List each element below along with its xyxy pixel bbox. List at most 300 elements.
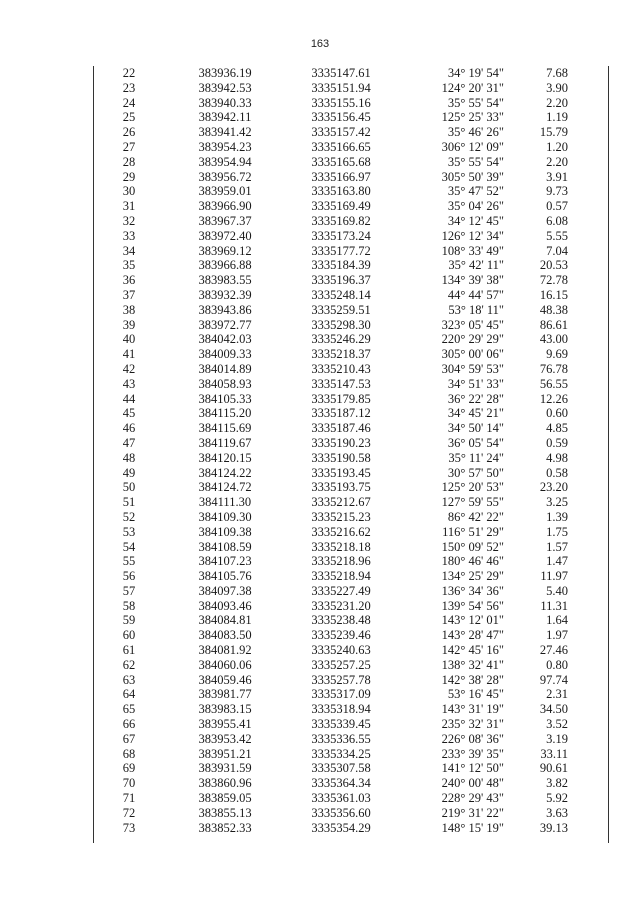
table-row [94, 687, 608, 702]
x-coordinate-cell: 384107.23 [198, 554, 252, 569]
distance-cell: 1.47 [546, 554, 568, 569]
table-row [94, 377, 608, 392]
bearing-angle-cell: 142° 38' 28" [441, 672, 504, 687]
bearing-angle-cell: 219° 31' 22" [441, 805, 504, 820]
y-coordinate-cell: 3335190.58 [311, 450, 371, 465]
table-row [94, 510, 608, 525]
point-number-cell: 34 [122, 243, 136, 258]
table-row [94, 140, 608, 155]
distance-cell: 34.50 [539, 702, 568, 717]
x-coordinate-cell: 384109.38 [198, 524, 252, 539]
bearing-angle-cell: 180° 46' 46" [441, 554, 504, 569]
x-coordinate-cell: 383931.59 [198, 761, 252, 776]
x-coordinate-cell: 384105.33 [198, 391, 252, 406]
point-number-cell: 60 [122, 628, 136, 643]
x-coordinate-cell: 383972.40 [198, 228, 252, 243]
x-coordinate-cell: 383953.42 [198, 731, 252, 746]
bearing-angle-cell: 136° 34' 36" [441, 583, 504, 598]
point-number-cell: 50 [122, 480, 136, 495]
distance-cell: 39.13 [539, 820, 568, 835]
bearing-angle-cell: 30° 57' 50" [447, 465, 504, 480]
y-coordinate-cell: 3335147.53 [311, 376, 371, 391]
x-coordinate-cell: 383936.19 [198, 66, 252, 80]
point-number-cell: 61 [122, 643, 136, 658]
x-coordinate-cell: 383959.01 [198, 184, 252, 199]
distance-cell: 3.90 [546, 80, 568, 95]
bearing-angle-cell: 35° 55' 54" [447, 154, 504, 169]
distance-cell: 9.69 [546, 347, 568, 362]
point-number-cell: 52 [122, 509, 136, 524]
table-row [94, 288, 608, 303]
bearing-angle-cell: 34° 50' 14" [447, 421, 504, 436]
bearing-angle-cell: 233° 39' 35" [441, 746, 504, 761]
point-number-cell: 45 [122, 406, 136, 421]
point-number-cell: 54 [122, 539, 136, 554]
bearing-angle-cell: 142° 45' 16" [441, 643, 504, 658]
distance-cell: 1.20 [546, 139, 568, 154]
y-coordinate-cell: 3335193.45 [311, 465, 371, 480]
bearing-angle-cell: 220° 29' 29" [441, 332, 504, 347]
bearing-angle-cell: 86° 42' 22" [447, 509, 504, 524]
point-number-cell: 47 [122, 435, 136, 450]
point-number-cell: 23 [122, 80, 136, 95]
table-row [94, 110, 608, 125]
x-coordinate-cell: 384124.72 [198, 480, 252, 495]
x-coordinate-cell: 383954.23 [198, 139, 252, 154]
table-row [94, 525, 608, 540]
x-coordinate-cell: 383983.15 [198, 702, 252, 717]
y-coordinate-cell: 3335354.29 [311, 820, 371, 835]
bearing-angle-cell: 148° 15' 19" [441, 820, 504, 835]
y-coordinate-cell: 3335246.29 [311, 332, 371, 347]
x-coordinate-cell: 383942.53 [198, 80, 252, 95]
y-coordinate-cell: 3335318.94 [311, 702, 371, 717]
distance-cell: 23.20 [539, 480, 568, 495]
y-coordinate-cell: 3335231.20 [311, 598, 371, 613]
point-number-cell: 46 [122, 421, 136, 436]
point-number-cell: 32 [122, 213, 136, 228]
point-number-cell: 29 [122, 169, 136, 184]
x-coordinate-cell: 383972.77 [198, 317, 252, 332]
table-row [94, 599, 608, 614]
point-number-cell: 27 [122, 139, 136, 154]
point-number-cell: 28 [122, 154, 136, 169]
x-coordinate-cell: 383852.33 [198, 820, 252, 835]
point-number-cell: 42 [122, 361, 136, 376]
x-coordinate-cell: 384081.92 [198, 643, 252, 658]
table-body [94, 66, 608, 835]
y-coordinate-cell: 3335216.62 [311, 524, 371, 539]
distance-cell: 3.25 [546, 495, 568, 510]
point-number-cell: 70 [122, 776, 136, 791]
point-number-cell: 57 [122, 583, 136, 598]
x-coordinate-cell: 383943.86 [198, 302, 252, 317]
y-coordinate-cell: 3335187.46 [311, 421, 371, 436]
point-number-cell: 48 [122, 450, 136, 465]
y-coordinate-cell: 3335147.61 [311, 66, 371, 80]
bearing-angle-cell: 126° 12' 34" [441, 228, 504, 243]
x-coordinate-cell: 384119.67 [198, 435, 252, 450]
y-coordinate-cell: 3335193.75 [311, 480, 371, 495]
bearing-angle-cell: 134° 25' 29" [441, 569, 504, 584]
x-coordinate-cell: 384058.93 [198, 376, 252, 391]
y-coordinate-cell: 3335156.45 [311, 110, 371, 125]
bearing-angle-cell: 35° 11' 24" [448, 450, 504, 465]
distance-cell: 3.82 [546, 776, 568, 791]
table-row [94, 392, 608, 407]
y-coordinate-cell: 3335298.30 [311, 317, 371, 332]
point-number-cell: 73 [122, 820, 136, 835]
point-number-cell: 66 [122, 717, 136, 732]
point-number-cell: 69 [122, 761, 136, 776]
table-row [94, 495, 608, 510]
bearing-angle-cell: 139° 54' 56" [441, 598, 504, 613]
point-number-cell: 65 [122, 702, 136, 717]
y-coordinate-cell: 3335361.03 [311, 791, 371, 806]
x-coordinate-cell: 383955.41 [198, 717, 252, 732]
point-number-cell: 51 [122, 495, 136, 510]
distance-cell: 0.57 [546, 199, 568, 214]
point-number-cell: 30 [122, 184, 136, 199]
table-row [94, 569, 608, 584]
y-coordinate-cell: 3335169.49 [311, 199, 371, 214]
x-coordinate-cell: 384060.06 [198, 657, 252, 672]
point-number-cell: 31 [122, 199, 136, 214]
distance-cell: 1.19 [546, 110, 568, 125]
bearing-angle-cell: 305° 00' 06" [441, 347, 504, 362]
point-number-cell: 53 [122, 524, 136, 539]
y-coordinate-cell: 3335238.48 [311, 613, 371, 628]
point-number-cell: 40 [122, 332, 136, 347]
x-coordinate-cell: 384115.20 [198, 406, 252, 421]
y-coordinate-cell: 3335227.49 [311, 583, 371, 598]
table-row [94, 96, 608, 111]
coordinates-table [94, 66, 608, 835]
bearing-angle-cell: 228° 29' 43" [441, 791, 504, 806]
point-number-cell: 68 [122, 746, 136, 761]
x-coordinate-cell: 383860.96 [198, 776, 252, 791]
distance-cell: 7.68 [546, 66, 568, 80]
table-row [94, 761, 608, 776]
point-number-cell: 62 [122, 657, 136, 672]
y-coordinate-cell: 3335212.67 [311, 495, 371, 510]
x-coordinate-cell: 383981.77 [198, 687, 252, 702]
table-row [94, 658, 608, 673]
point-number-cell: 26 [122, 125, 136, 140]
point-number-cell: 37 [122, 287, 136, 302]
table-row [94, 347, 608, 362]
point-number-cell: 35 [122, 258, 136, 273]
y-coordinate-cell: 3335190.23 [311, 435, 371, 450]
x-coordinate-cell: 384084.81 [198, 613, 252, 628]
x-coordinate-cell: 383967.37 [198, 213, 252, 228]
y-coordinate-cell: 3335169.82 [311, 213, 371, 228]
distance-cell: 2.20 [546, 154, 568, 169]
bearing-angle-cell: 124° 20' 31" [441, 80, 504, 95]
table-row [94, 466, 608, 481]
point-number-cell: 38 [122, 302, 136, 317]
y-coordinate-cell: 3335215.23 [311, 509, 371, 524]
point-number-cell: 49 [122, 465, 136, 480]
point-number-cell: 43 [122, 376, 136, 391]
table-row [94, 229, 608, 244]
y-coordinate-cell: 3335259.51 [311, 302, 371, 317]
y-coordinate-cell: 3335155.16 [311, 95, 371, 110]
y-coordinate-cell: 3335307.58 [311, 761, 371, 776]
distance-cell: 4.85 [546, 421, 568, 436]
x-coordinate-cell: 384009.33 [198, 347, 252, 362]
bearing-angle-cell: 306° 12' 09" [441, 139, 504, 154]
y-coordinate-cell: 3335187.12 [311, 406, 371, 421]
distance-cell: 90.61 [539, 761, 568, 776]
distance-cell: 16.15 [539, 287, 568, 302]
x-coordinate-cell: 384093.46 [198, 598, 252, 613]
distance-cell: 27.46 [539, 643, 568, 658]
distance-cell: 11.31 [540, 598, 568, 613]
y-coordinate-cell: 3335334.25 [311, 746, 371, 761]
x-coordinate-cell: 384083.50 [198, 628, 252, 643]
distance-cell: 4.98 [546, 450, 568, 465]
bearing-angle-cell: 141° 12' 50" [441, 761, 504, 776]
point-number-cell: 24 [122, 95, 136, 110]
table-row [94, 199, 608, 214]
point-number-cell: 72 [122, 805, 136, 820]
bearing-angle-cell: 35° 55' 54" [447, 95, 504, 110]
distance-cell: 1.75 [546, 524, 568, 539]
y-coordinate-cell: 3335163.80 [311, 184, 371, 199]
y-coordinate-cell: 3335196.37 [311, 273, 371, 288]
table-row [94, 480, 608, 495]
distance-cell: 86.61 [539, 317, 568, 332]
point-number-cell: 58 [122, 598, 136, 613]
x-coordinate-cell: 384124.22 [198, 465, 252, 480]
point-number-cell: 59 [122, 613, 136, 628]
point-number-cell: 33 [122, 228, 136, 243]
table-row [94, 214, 608, 229]
y-coordinate-cell: 3335257.25 [311, 657, 371, 672]
y-coordinate-cell: 3335157.42 [311, 125, 371, 140]
table-row [94, 776, 608, 791]
bearing-angle-cell: 235° 32' 31" [441, 717, 504, 732]
point-number-cell: 41 [122, 347, 136, 362]
point-number-cell: 25 [122, 110, 136, 125]
distance-cell: 5.55 [546, 228, 568, 243]
table-row [94, 554, 608, 569]
table-row [94, 318, 608, 333]
bearing-angle-cell: 323° 05' 45" [441, 317, 504, 332]
y-coordinate-cell: 3335166.65 [311, 139, 371, 154]
table-row [94, 244, 608, 259]
distance-cell: 12.26 [539, 391, 568, 406]
y-coordinate-cell: 3335179.85 [311, 391, 371, 406]
table-row [94, 747, 608, 762]
bearing-angle-cell: 134° 39' 38" [441, 273, 504, 288]
bearing-angle-cell: 127° 59' 55" [441, 495, 504, 510]
distance-cell: 1.64 [546, 613, 568, 628]
x-coordinate-cell: 383956.72 [198, 169, 252, 184]
x-coordinate-cell: 383855.13 [198, 805, 252, 820]
distance-cell: 20.53 [539, 258, 568, 273]
distance-cell: 3.91 [546, 169, 568, 184]
distance-cell: 5.92 [546, 791, 568, 806]
bearing-angle-cell: 53° 18' 11" [448, 302, 504, 317]
distance-cell: 11.97 [540, 569, 568, 584]
bearing-angle-cell: 35° 47' 52" [447, 184, 504, 199]
x-coordinate-cell: 383940.33 [198, 95, 252, 110]
distance-cell: 1.57 [546, 539, 568, 554]
y-coordinate-cell: 3335257.78 [311, 672, 371, 687]
distance-cell: 1.39 [546, 509, 568, 524]
point-number-cell: 44 [122, 391, 136, 406]
distance-cell: 3.52 [546, 717, 568, 732]
distance-cell: 0.80 [546, 657, 568, 672]
table-row [94, 791, 608, 806]
distance-cell: 2.20 [546, 95, 568, 110]
x-coordinate-cell: 384108.59 [198, 539, 252, 554]
x-coordinate-cell: 383969.12 [198, 243, 252, 258]
y-coordinate-cell: 3335218.96 [311, 554, 371, 569]
table-row [94, 155, 608, 170]
distance-cell: 2.31 [546, 687, 568, 702]
x-coordinate-cell: 384097.38 [198, 583, 252, 598]
bearing-angle-cell: 143° 28' 47" [441, 628, 504, 643]
bearing-angle-cell: 240° 00' 48" [441, 776, 504, 791]
table-row [94, 673, 608, 688]
y-coordinate-cell: 3335248.14 [311, 287, 371, 302]
y-coordinate-cell: 3335210.43 [311, 361, 371, 376]
x-coordinate-cell: 384109.30 [198, 509, 252, 524]
point-number-cell: 36 [122, 273, 136, 288]
y-coordinate-cell: 3335218.37 [311, 347, 371, 362]
table-row [94, 258, 608, 273]
bearing-angle-cell: 116° 51' 29" [442, 524, 504, 539]
table-row [94, 628, 608, 643]
y-coordinate-cell: 3335166.97 [311, 169, 371, 184]
x-coordinate-cell: 383941.42 [198, 125, 252, 140]
point-number-cell: 22 [122, 66, 136, 80]
distance-cell: 9.73 [546, 184, 568, 199]
x-coordinate-cell: 383932.39 [198, 287, 252, 302]
table-row [94, 540, 608, 555]
table-row [94, 436, 608, 451]
distance-cell: 15.79 [539, 125, 568, 140]
y-coordinate-cell: 3335218.18 [311, 539, 371, 554]
y-coordinate-cell: 3335356.60 [311, 805, 371, 820]
distance-cell: 5.40 [546, 583, 568, 598]
y-coordinate-cell: 3335239.46 [311, 628, 371, 643]
table-row [94, 125, 608, 140]
bearing-angle-cell: 34° 19' 54" [447, 66, 504, 80]
bearing-angle-cell: 53° 16' 45" [447, 687, 504, 702]
bearing-angle-cell: 150° 09' 52" [441, 539, 504, 554]
bearing-angle-cell: 143° 12' 01" [441, 613, 504, 628]
table-row [94, 66, 608, 81]
bearing-angle-cell: 138° 32' 41" [441, 657, 504, 672]
point-number-cell: 64 [122, 687, 136, 702]
table-row [94, 702, 608, 717]
x-coordinate-cell: 384120.15 [198, 450, 252, 465]
x-coordinate-cell: 384059.46 [198, 672, 252, 687]
table-row [94, 406, 608, 421]
coordinates-table-frame [93, 66, 609, 843]
distance-cell: 3.19 [546, 731, 568, 746]
x-coordinate-cell: 383983.55 [198, 273, 252, 288]
x-coordinate-cell: 384042.03 [198, 332, 252, 347]
point-number-cell: 55 [122, 554, 136, 569]
page-number: 163 [310, 38, 330, 50]
distance-cell: 72.78 [539, 273, 568, 288]
x-coordinate-cell: 384105.76 [198, 569, 252, 584]
y-coordinate-cell: 3335173.24 [311, 228, 371, 243]
y-coordinate-cell: 3335177.72 [311, 243, 371, 258]
table-row [94, 643, 608, 658]
x-coordinate-cell: 383942.11 [198, 110, 252, 125]
bearing-angle-cell: 125° 25' 33" [441, 110, 504, 125]
y-coordinate-cell: 3335317.09 [311, 687, 371, 702]
distance-cell: 0.58 [546, 465, 568, 480]
table-row [94, 451, 608, 466]
x-coordinate-cell: 384115.69 [198, 421, 252, 436]
distance-cell: 0.60 [546, 406, 568, 421]
y-coordinate-cell: 3335218.94 [311, 569, 371, 584]
table-row [94, 717, 608, 732]
distance-cell: 97.74 [539, 672, 568, 687]
bearing-angle-cell: 35° 46' 26" [447, 125, 504, 140]
y-coordinate-cell: 3335240.63 [311, 643, 371, 658]
table-row [94, 303, 608, 318]
bearing-angle-cell: 44° 44' 57" [447, 287, 504, 302]
y-coordinate-cell: 3335184.39 [311, 258, 371, 273]
table-row [94, 806, 608, 821]
distance-cell: 3.63 [546, 805, 568, 820]
distance-cell: 7.04 [546, 243, 568, 258]
bearing-angle-cell: 108° 33' 49" [441, 243, 504, 258]
bearing-angle-cell: 305° 50' 39" [441, 169, 504, 184]
bearing-angle-cell: 34° 12' 45" [447, 213, 504, 228]
table-row [94, 184, 608, 199]
y-coordinate-cell: 3335336.55 [311, 731, 371, 746]
table-row [94, 170, 608, 185]
y-coordinate-cell: 3335165.68 [311, 154, 371, 169]
table-row [94, 332, 608, 347]
bearing-angle-cell: 35° 42' 11" [448, 258, 504, 273]
table-row [94, 421, 608, 436]
y-coordinate-cell: 3335339.45 [311, 717, 371, 732]
distance-cell: 1.97 [546, 628, 568, 643]
point-number-cell: 56 [122, 569, 136, 584]
distance-cell: 76.78 [539, 361, 568, 376]
table-row [94, 81, 608, 96]
x-coordinate-cell: 383951.21 [198, 746, 252, 761]
distance-cell: 0.59 [546, 435, 568, 450]
distance-cell: 56.55 [539, 376, 568, 391]
distance-cell: 6.08 [546, 213, 568, 228]
point-number-cell: 67 [122, 731, 136, 746]
bearing-angle-cell: 125° 20' 53" [441, 480, 504, 495]
bearing-angle-cell: 34° 51' 33" [447, 376, 504, 391]
point-number-cell: 71 [122, 791, 136, 806]
distance-cell: 33.11 [540, 746, 568, 761]
table-row [94, 821, 608, 836]
y-coordinate-cell: 3335364.34 [311, 776, 371, 791]
distance-cell: 48.38 [539, 302, 568, 317]
table-row [94, 613, 608, 628]
x-coordinate-cell: 383954.94 [198, 154, 252, 169]
bearing-angle-cell: 226° 08' 36" [441, 731, 504, 746]
bearing-angle-cell: 143° 31' 19" [441, 702, 504, 717]
bearing-angle-cell: 35° 04' 26" [447, 199, 504, 214]
distance-cell: 43.00 [539, 332, 568, 347]
